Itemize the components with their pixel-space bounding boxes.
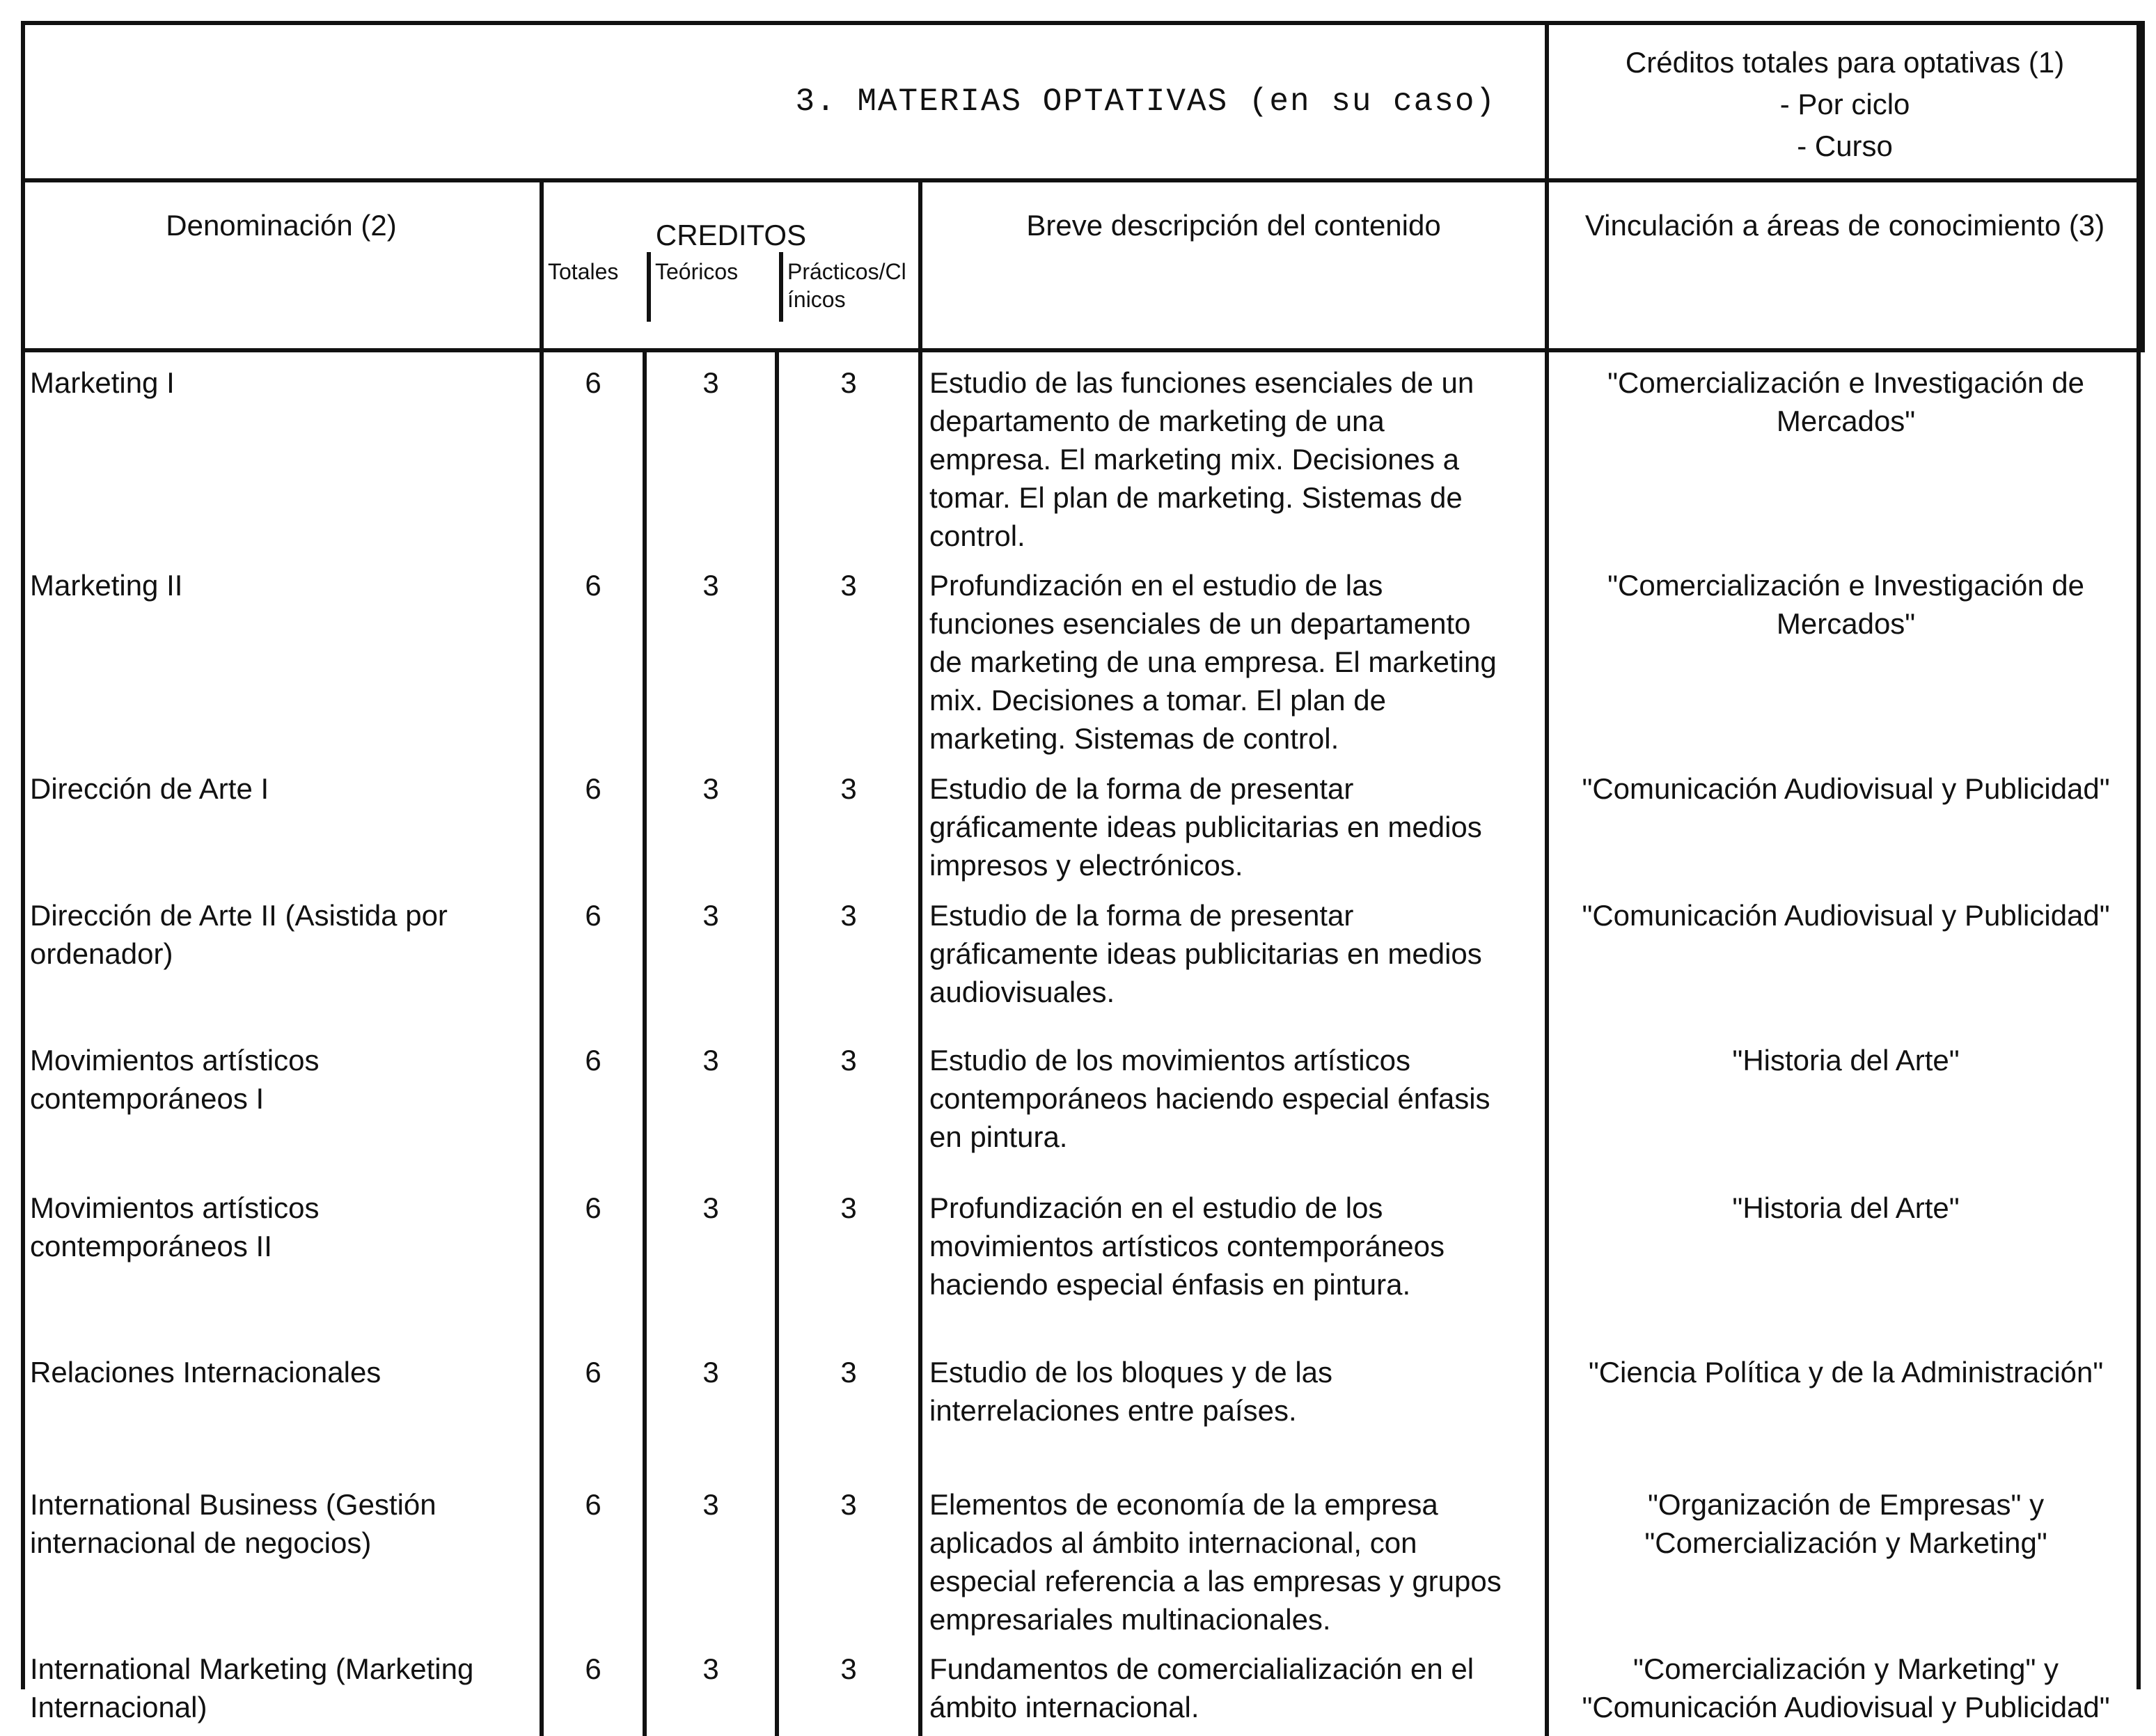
cell-totales: 6 [542, 1178, 645, 1342]
subject-name-line: Dirección de Arte I [30, 772, 269, 805]
knowledge-area-line: "Comercialización e Investigación de [1607, 366, 2085, 399]
credits-total-box [1547, 23, 2143, 180]
description-line: Profundización en el estudio de los [929, 1191, 1383, 1224]
cell-vinculacion [1547, 1030, 2143, 1178]
table-row [23, 885, 2143, 1030]
cell-denominacion [23, 555, 542, 758]
cell-teoricos: 3 [645, 885, 777, 1030]
description-line: Estudio de los bloques y de las [929, 1356, 1333, 1389]
column-header-creditos [542, 180, 920, 350]
creditos-label: CREDITOS [655, 219, 807, 251]
subject-name-line: Dirección de Arte II (Asistida por [30, 899, 448, 932]
cell-vinculacion [1547, 1178, 2143, 1342]
description-line: gráficamente ideas publicitarias en medios [929, 811, 1482, 843]
description-line: tomar. El plan de marketing. Sistemas de [929, 481, 1463, 514]
cell-denominacion [23, 1178, 542, 1342]
section-title: 3. MATERIAS OPTATIVAS (en su caso) [23, 23, 1547, 180]
knowledge-area-line: "Comunicación Audiovisual y Publicidad" [1582, 1691, 2110, 1723]
cell-vinculacion [1547, 1474, 2143, 1639]
cell-teoricos: 3 [645, 350, 777, 555]
description-line: aplicados al ámbito internacional, con [929, 1526, 1417, 1559]
cell-denominacion [23, 350, 542, 555]
knowledge-area-line: "Comunicación Audiovisual y Publicidad" [1582, 899, 2110, 932]
table-row [23, 1342, 2143, 1474]
table-row [23, 350, 2143, 555]
description-line: mix. Decisiones a tomar. El plan de [929, 684, 1386, 717]
column-header-vinculacion: Vinculación a áreas de conocimiento (3) [1547, 180, 2143, 350]
credits-per-cycle: - Por ciclo [1779, 88, 1910, 120]
description-line: interrelaciones entre países. [929, 1394, 1297, 1427]
description-line: Elementos de economía de la empresa [929, 1488, 1438, 1521]
description-line: empresa. El marketing mix. Decisiones a [929, 443, 1459, 476]
subject-name-line: International Business (Gestión [30, 1488, 436, 1521]
description-line: gráficamente ideas publicitarias en medios [929, 937, 1482, 970]
cell-practicos: 3 [777, 758, 920, 885]
knowledge-area-line: Mercados" [1776, 405, 1916, 437]
table-row [23, 1639, 2143, 1736]
cell-teoricos: 3 [645, 555, 777, 758]
subject-name-line: internacional de negocios) [30, 1526, 372, 1559]
cell-denominacion [23, 885, 542, 1030]
cell-denominacion [23, 1474, 542, 1639]
description-line: Fundamentos de comercialialización en el [929, 1652, 1474, 1685]
subject-name-line: contemporáneos I [30, 1082, 265, 1115]
description-line: Estudio de la forma de presentar [929, 772, 1354, 805]
description-line: contemporáneos haciendo especial énfasis [929, 1082, 1490, 1115]
cell-teoricos: 3 [645, 1474, 777, 1639]
description-line: departamento de marketing de una [929, 405, 1385, 437]
cell-practicos: 3 [777, 1030, 920, 1178]
cell-teoricos: 3 [645, 758, 777, 885]
cell-practicos: 3 [777, 350, 920, 555]
cell-practicos: 3 [777, 555, 920, 758]
description-line: marketing. Sistemas de control. [929, 722, 1339, 755]
subject-name-line: Movimientos artísticos [30, 1191, 320, 1224]
cell-vinculacion [1547, 350, 2143, 555]
cell-teoricos: 3 [645, 1342, 777, 1474]
subject-name-line: International Marketing (Marketing [30, 1652, 474, 1685]
description-line: impresos y electrónicos. [929, 849, 1243, 882]
cell-vinculacion [1547, 758, 2143, 885]
cell-teoricos: 3 [645, 1030, 777, 1178]
table-row [23, 1178, 2143, 1342]
table-row [23, 555, 2143, 758]
cell-descripcion [920, 758, 1547, 885]
cell-teoricos: 3 [645, 1639, 777, 1736]
description-line: movimientos artísticos contemporáneos [929, 1230, 1445, 1262]
cell-denominacion [23, 758, 542, 885]
cell-vinculacion [1547, 1342, 2143, 1474]
cell-denominacion [23, 1342, 542, 1474]
subject-name-line: ordenador) [30, 937, 173, 970]
cell-denominacion [23, 1639, 542, 1736]
cell-practicos: 3 [777, 1178, 920, 1342]
subject-name-line: Marketing II [30, 569, 183, 602]
cell-teoricos: 3 [645, 1178, 777, 1342]
cell-totales: 6 [542, 1639, 645, 1736]
knowledge-area-line: "Historia del Arte" [1732, 1044, 1960, 1077]
table-row [23, 1030, 2143, 1178]
cell-practicos: 3 [777, 885, 920, 1030]
description-line: de marketing de una empresa. El marketing [929, 646, 1497, 678]
description-line: en pintura. [929, 1120, 1068, 1153]
cell-denominacion [23, 1030, 542, 1178]
cell-descripcion [920, 1474, 1547, 1639]
cell-practicos: 3 [777, 1342, 920, 1474]
description-line: audiovisuales. [929, 976, 1115, 1008]
subject-name-line: contemporáneos II [30, 1230, 272, 1262]
column-header-totales: Totales [548, 259, 619, 284]
credits-total-label: Créditos totales para optativas (1) [1625, 46, 2065, 79]
knowledge-area-line: "Comercialización e Investigación de [1607, 569, 2085, 602]
description-line: Estudio de las funciones esenciales de un [929, 366, 1474, 399]
cell-descripcion [920, 350, 1547, 555]
description-line: especial referencia a las empresas y grupos [929, 1565, 1502, 1597]
table-body [23, 350, 2143, 1736]
description-line: ámbito internacional. [929, 1691, 1199, 1723]
subject-name-line: Internacional) [30, 1691, 207, 1723]
column-header-denominacion: Denominación (2) [23, 180, 542, 350]
column-header-practicos [779, 252, 918, 322]
column-header-teoricos: Teóricos [647, 252, 779, 322]
knowledge-area-line: "Comercialización y Marketing" y [1633, 1652, 2059, 1685]
cell-descripcion [920, 885, 1547, 1030]
description-line: control. [929, 519, 1025, 552]
description-line: empresariales multinacionales. [929, 1603, 1331, 1636]
credits-per-course: - Curso [1797, 130, 1893, 162]
table-row [23, 1474, 2143, 1639]
cell-descripcion [920, 1178, 1547, 1342]
description-line: haciendo especial énfasis en pintura. [929, 1268, 1411, 1301]
cell-totales: 6 [542, 1030, 645, 1178]
table-row [23, 758, 2143, 885]
cell-totales: 6 [542, 350, 645, 555]
knowledge-area-line: Mercados" [1776, 607, 1916, 640]
cell-descripcion [920, 1342, 1547, 1474]
subject-name-line: Movimientos artísticos [30, 1044, 320, 1077]
cell-vinculacion [1547, 885, 2143, 1030]
subject-name-line: Marketing I [30, 366, 175, 399]
cell-descripcion [920, 1639, 1547, 1736]
cell-totales: 6 [542, 885, 645, 1030]
cell-vinculacion [1547, 1639, 2143, 1736]
knowledge-area-line: "Comercialización y Marketing" [1644, 1526, 2047, 1559]
description-line: funciones esenciales de un departamento [929, 607, 1471, 640]
cell-totales: 6 [542, 758, 645, 885]
knowledge-area-line: "Organización de Empresas" y [1648, 1488, 2045, 1521]
cell-totales: 6 [542, 555, 645, 758]
cell-descripcion [920, 1030, 1547, 1178]
description-line: Estudio de la forma de presentar [929, 899, 1354, 932]
cell-practicos: 3 [777, 1474, 920, 1639]
knowledge-area-line: "Ciencia Política y de la Administración" [1588, 1356, 2104, 1389]
cell-totales: 6 [542, 1342, 645, 1474]
description-line: Profundización en el estudio de las [929, 569, 1383, 602]
cell-totales: 6 [542, 1474, 645, 1639]
knowledge-area-line: "Comunicación Audiovisual y Publicidad" [1582, 772, 2110, 805]
cell-practicos: 3 [777, 1639, 920, 1736]
practicos-label-line-2: ínicos [787, 287, 846, 312]
column-header-descripcion: Breve descripción del contenido [920, 180, 1547, 350]
knowledge-area-line: "Historia del Arte" [1732, 1191, 1960, 1224]
optativas-table [21, 21, 2145, 1736]
cell-vinculacion [1547, 555, 2143, 758]
subject-name-line: Relaciones Internacionales [30, 1356, 381, 1389]
cell-descripcion [920, 555, 1547, 758]
description-line: Estudio de los movimientos artísticos [929, 1044, 1410, 1077]
practicos-label-line-1: Prácticos/Cl [787, 259, 906, 284]
